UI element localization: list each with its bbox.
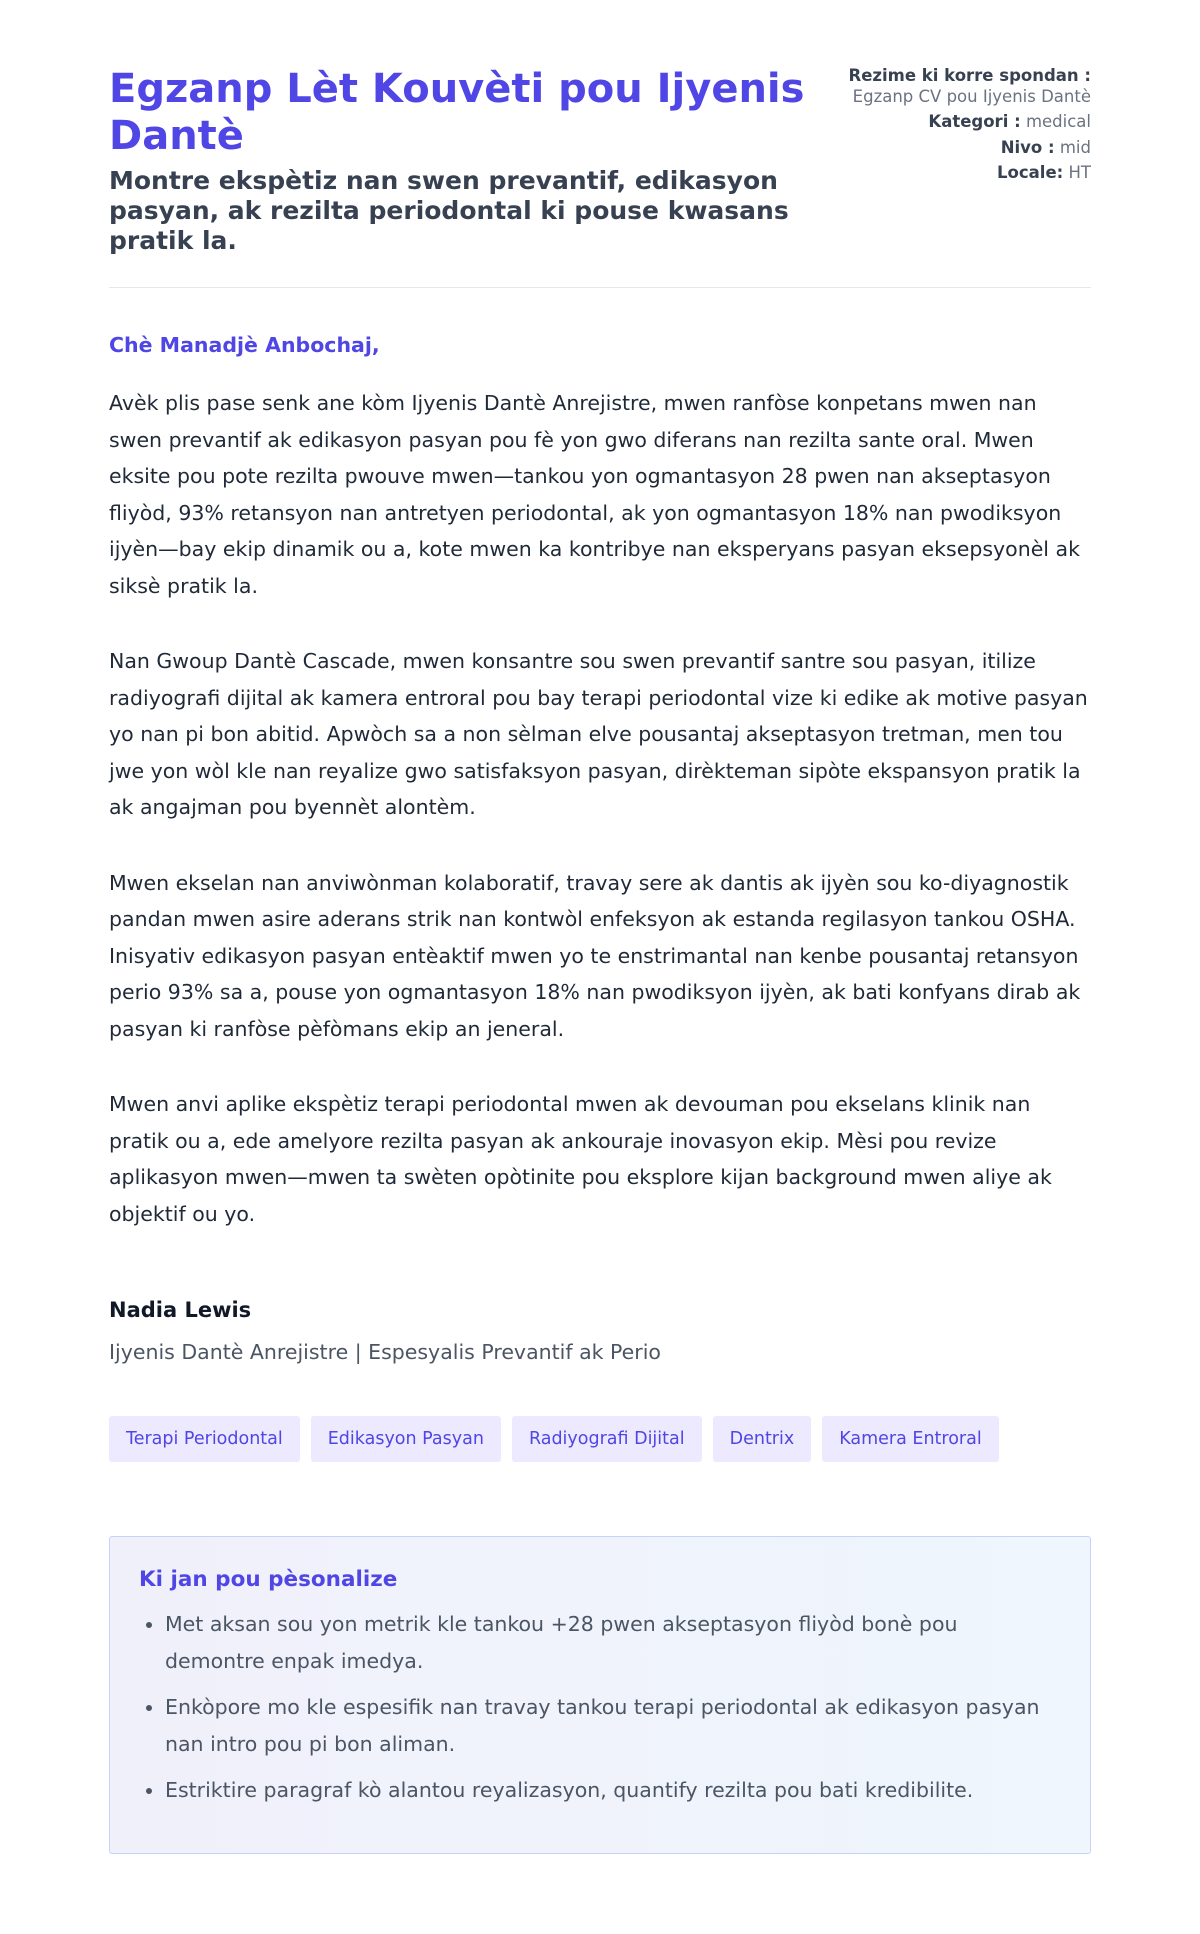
skill-tag: Dentrix	[713, 1416, 812, 1462]
tip-item: • Met aksan sou yon metrik kle tankou +28 pwen akseptasyon fliyòd bonè pou demontre enpak imedya.	[165, 1606, 1061, 1679]
tips-title: Ki jan pou pèsonalize	[139, 1567, 398, 1592]
skill-tags	[109, 1416, 1091, 1462]
letter-paragraph: Nan Gwoup Dantè Cascade, mwen konsantre sou swen prevantif santre sou pasyan, itilize radiyografi dijital ak kamera entroral pou bay terapi periodontal vize ki edike ak motive pasyan yo nan pi bon abitid. Apwòch sa a non sèlman elve pousantaj akseptasyon tretman, men tou jwe yon wòl kle nan reyalize gwo satisfaksyon pasyan, dirèkteman sipòte ekspansyon pratik la ak angajman pou byennèt alontèm.	[109, 649, 1088, 819]
meta-resume	[831, 66, 1091, 107]
letter-salutation: Chè Manadjè Anbochaj,	[109, 333, 380, 357]
skill-tag: Radiyografi Dijital	[512, 1416, 702, 1462]
meta-category-value: medical	[1025, 112, 1091, 131]
skill-tag: Terapi Periodontal	[109, 1416, 300, 1462]
meta-resume-value: Egzanp CV pou Ijyenis Dantè	[852, 86, 1091, 106]
meta-level-value: mid	[1059, 137, 1091, 157]
meta-locale	[831, 163, 1091, 184]
letter-paragraph: Mwen anvi aplike ekspètiz terapi periodontal mwen ak devouman pou ekselans klinik nan pratik ou a, ede amelyore rezilta pasyan ak ankouraje inovasyon ekip. Mèsi pou revize aplikasyon mwen—mwen ta swèten opòtinite pou eksplore kijan background mwen aliye ak objektif ou yo.	[109, 1092, 1052, 1226]
meta-locale-label: Locale:	[997, 163, 1064, 182]
customization-tips-box	[109, 1536, 1091, 1854]
meta-category	[831, 112, 1091, 133]
meta-locale-value: HT	[1068, 163, 1091, 182]
document-header	[109, 0, 1091, 288]
tip-item: • Enkòpore mo kle espesifik nan travay tankou terapi periodontal ak edikasyon pasyan nan intro pou pi bon aliman.	[165, 1689, 1061, 1762]
page-title: Egzanp Lèt Kouvèti pou Ijyenis Dantè	[109, 66, 805, 159]
letter-paragraph: Avèk plis pase senk ane kòm Ijyenis Dantè Anrejistre, mwen ranfòse konpetans mwen nan swen prevantif ak edikasyon pasyan pou fè yon gwo diferans nan rezilta sante oral. Mwen eksite pou pote rezilta pwouve mwen—tankou yon ogmantasyon 28 pwen nan akseptasyon fliyòd, 93% retansyon nan antretyen periodontal, ak yon ogmantasyon 18% nan pwodiksyon ijyèn—bay ekip dinamik ou a, kote mwen ka kontribye nan eksperyans pasyan eksepsyonèl ak siksè pratik la.	[109, 391, 1080, 598]
page-subtitle: Montre ekspètiz nan swen prevantif, edikasyon pasyan, ak rezilta periodontal ki pouse kwasans pratik la.	[109, 166, 789, 255]
tip-item: • Estriktire paragraf kò alantou reyalizasyon, quantify rezilta pou bati kredibilite.	[165, 1772, 1061, 1809]
metadata-panel	[831, 66, 1091, 189]
signer-role: Ijyenis Dantè Anrejistre | Espesyalis Prevantif ak Perio	[109, 1340, 661, 1364]
meta-level	[831, 138, 1091, 159]
meta-resume-label: Rezime ki korre spondan :	[848, 66, 1091, 85]
skill-tag: Edikasyon Pasyan	[311, 1416, 501, 1462]
skill-tag: Kamera Entroral	[822, 1416, 999, 1462]
letter-paragraph: Mwen ekselan nan anviwònman kolaboratif, travay sere ak dantis ak ijyèn sou ko-diyagnostik pandan mwen asire aderans strik nan kontwòl enfeksyon ak estanda regilasyon tankou OSHA. Inisyativ edikasyon pasyan entèaktif mwen yo te enstrimantal nan kenbe pousantaj retansyon perio 93% sa a, pouse yon ogmantasyon 18% nan pwodiksyon ijyèn, ak bati konfyans dirab ak pasyan ki ranfòse pèfòmans ekip an jeneral.	[109, 870, 1081, 1041]
signer-name: Nadia Lewis	[109, 1298, 252, 1322]
title-block	[109, 66, 839, 256]
meta-category-label: Kategori :	[928, 112, 1021, 131]
tips-list	[139, 1606, 1061, 1809]
letter-body	[109, 385, 1091, 1232]
meta-level-label: Nivo :	[1000, 137, 1055, 157]
